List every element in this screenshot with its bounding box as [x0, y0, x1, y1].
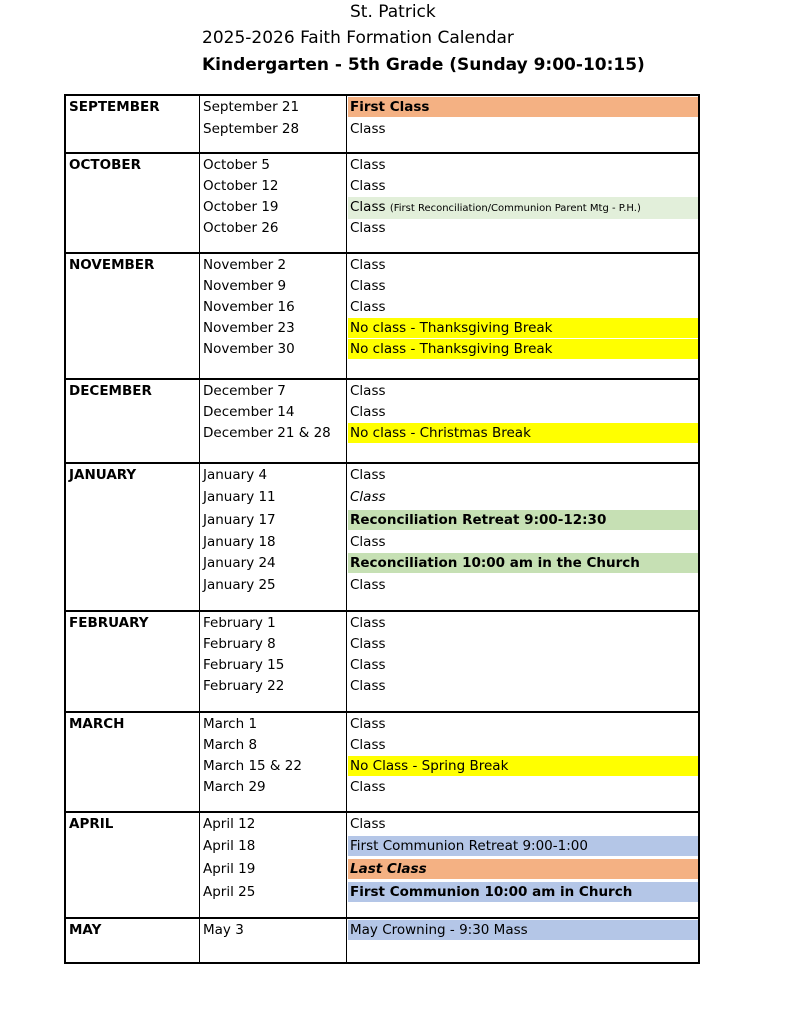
- date-cell: January 11: [203, 489, 276, 505]
- event-cell: Class: [350, 615, 386, 631]
- date-cell: February 1: [203, 615, 276, 631]
- date-cell: January 4: [203, 467, 268, 483]
- date-cell: March 8: [203, 737, 258, 753]
- date-cell: January 18: [203, 534, 276, 550]
- event-cell: Class: [350, 816, 386, 832]
- date-cell: November 23: [203, 320, 295, 336]
- date-cell: January 17: [203, 512, 276, 528]
- event-cell: Class: [350, 489, 386, 505]
- month-section-september: [66, 96, 698, 154]
- date-cell: September 28: [203, 121, 300, 137]
- date-cell: January 25: [203, 577, 276, 593]
- event-cell: Class: [350, 404, 386, 420]
- date-cell: November 9: [203, 278, 287, 294]
- calendar-title: 2025-2026 Faith Formation Calendar: [202, 28, 514, 48]
- date-cell: October 26: [203, 220, 279, 236]
- event-cell: [348, 197, 698, 219]
- event-cell: No class - Thanksgiving Break: [348, 339, 698, 359]
- date-cell: November 30: [203, 341, 295, 357]
- month-label: MARCH: [66, 713, 200, 811]
- event-cell: Class: [350, 257, 386, 273]
- date-cell: March 29: [203, 779, 266, 795]
- event-cell: Class: [350, 657, 386, 673]
- event-cell: Class: [350, 678, 386, 694]
- date-cell: April 25: [203, 884, 256, 900]
- date-cell: February 22: [203, 678, 285, 694]
- date-cell: December 21 & 28: [203, 425, 331, 441]
- event-cell: No class - Christmas Break: [348, 423, 698, 443]
- grade-schedule-title: Kindergarten - 5th Grade (Sunday 9:00-10:15): [202, 55, 645, 75]
- date-cell: October 12: [203, 178, 279, 194]
- event-cell: Class: [350, 220, 386, 236]
- event-cell: No class - Thanksgiving Break: [348, 318, 698, 338]
- date-cell: May 3: [203, 922, 244, 938]
- month-label: FEBRUARY: [66, 612, 200, 711]
- month-section-november: [66, 254, 698, 380]
- month-section-january: [66, 464, 698, 612]
- month-label: APRIL: [66, 813, 200, 917]
- parish-name: St. Patrick: [350, 2, 436, 22]
- event-cell: First Communion 10:00 am in Church: [348, 882, 698, 902]
- event-cell: Class: [350, 383, 386, 399]
- month-label: DECEMBER: [66, 380, 200, 462]
- date-cell: February 15: [203, 657, 285, 673]
- month-label: NOVEMBER: [66, 254, 200, 378]
- date-cell: December 7: [203, 383, 286, 399]
- month-section-april: [66, 813, 698, 919]
- event-cell: First Communion Retreat 9:00-1:00: [348, 836, 698, 856]
- month-section-march: [66, 713, 698, 813]
- month-label: MAY: [66, 919, 200, 962]
- event-cell: Class: [350, 467, 386, 483]
- event-cell: Class: [350, 157, 386, 173]
- event-cell: First Class: [348, 97, 698, 117]
- event-cell: Last Class: [348, 859, 698, 879]
- month-section-october: [66, 154, 698, 254]
- date-cell: December 14: [203, 404, 295, 420]
- date-cell: October 19: [203, 199, 279, 215]
- event-cell: Reconciliation Retreat 9:00-12:30: [348, 510, 698, 530]
- month-label: SEPTEMBER: [66, 96, 200, 152]
- month-section-december: [66, 380, 698, 464]
- event-cell: Reconciliation 10:00 am in the Church: [348, 553, 698, 573]
- calendar-table: [64, 94, 700, 964]
- date-cell: September 21: [203, 99, 300, 115]
- date-cell: November 16: [203, 299, 295, 315]
- event-cell: Class: [350, 636, 386, 652]
- event-note: (First Reconciliation/Communion Parent Mtg - P.H.): [389, 203, 641, 214]
- month-label: JANUARY: [66, 464, 200, 610]
- event-text: Class: [350, 199, 386, 215]
- date-cell: April 18: [203, 838, 256, 854]
- date-cell: November 2: [203, 257, 287, 273]
- event-cell: Class: [350, 577, 386, 593]
- date-cell: January 24: [203, 555, 276, 571]
- month-section-february: [66, 612, 698, 713]
- event-cell: Class: [350, 278, 386, 294]
- event-cell: Class: [350, 779, 386, 795]
- event-cell: No Class - Spring Break: [348, 756, 698, 776]
- event-cell: Class: [350, 299, 386, 315]
- month-section-may: [66, 919, 698, 964]
- event-cell: May Crowning - 9:30 Mass: [348, 920, 698, 940]
- month-label: OCTOBER: [66, 154, 200, 252]
- date-cell: March 15 & 22: [203, 758, 302, 774]
- event-cell: Class: [350, 716, 386, 732]
- event-cell: Class: [350, 178, 386, 194]
- event-cell: Class: [350, 121, 386, 137]
- date-cell: October 5: [203, 157, 270, 173]
- date-cell: April 12: [203, 816, 256, 832]
- date-cell: April 19: [203, 861, 256, 877]
- event-cell: Class: [350, 737, 386, 753]
- date-cell: March 1: [203, 716, 258, 732]
- event-cell: Class: [350, 534, 386, 550]
- date-cell: February 8: [203, 636, 276, 652]
